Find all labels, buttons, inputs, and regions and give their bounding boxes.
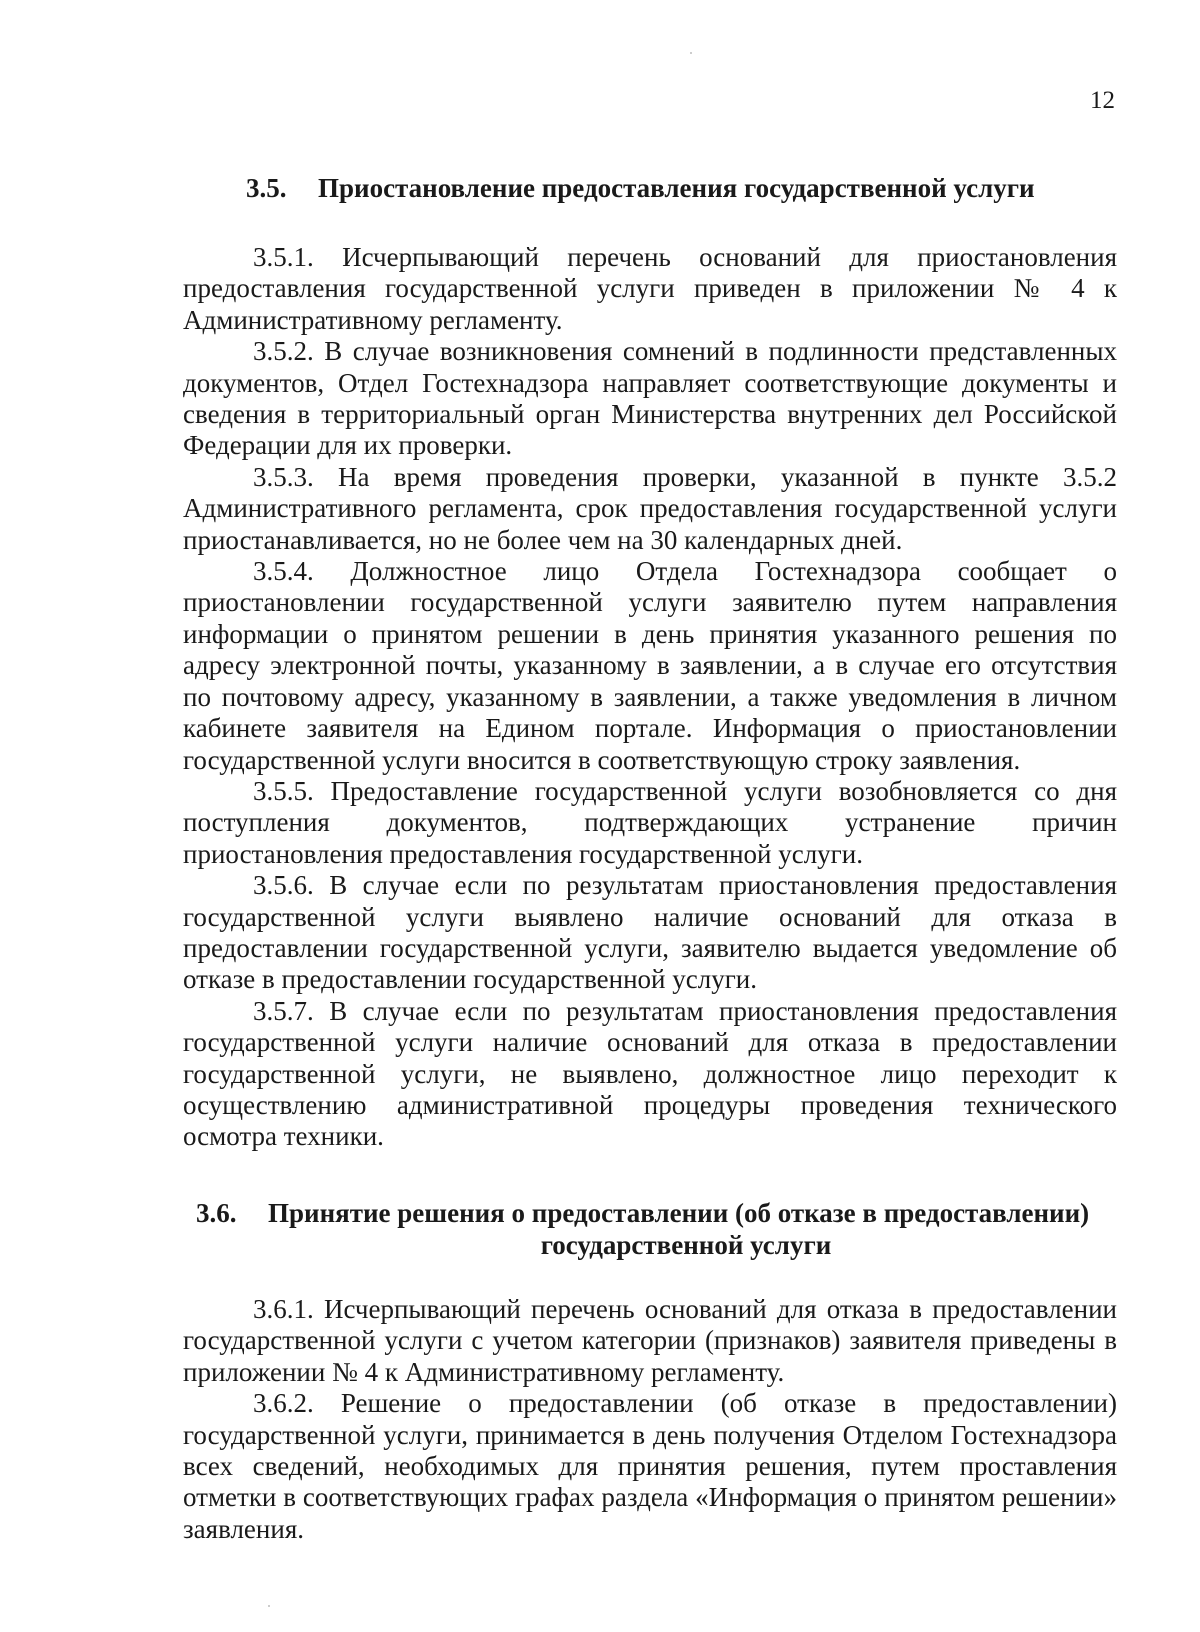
- section-3-6-title-line2: государственной услуги: [540, 1230, 832, 1260]
- paragraph-3-6-2: 3.6.2. Решение о предоставлении (об отказе в предоставлении) государственной услуги, принимается в день получения Отделом Гостехнадзора всех сведений, необходимых для принятия решения, путем проставления отметки в соответствующих графах раздела «Информация о принятом решении» заявления.: [183, 1388, 1117, 1544]
- paragraph-3-6-1: 3.6.1. Исчерпывающий перечень оснований для отказа в предоставлении государственной услуги с учетом категории (признаков) заявителя приведены в приложении № 4 к Административному регламенту.: [183, 1294, 1117, 1387]
- paragraph-3-5-3: 3.5.3. На время проведения проверки, указанной в пункте 3.5.2 Административного регламента, срок предоставления государственной услуги приостанавливается, но не более чем на 30 календарных дней.: [183, 461, 1117, 555]
- section-3-6-title-line1: Принятие решения о предоставлении (об отказе в предоставлении): [268, 1198, 1090, 1228]
- paragraph-3-5-7: 3.5.7. В случае если по результатам приостановления предоставления государственной услуги наличие оснований для отказа в предоставлении государственной услуги, не выявлено, должностное лицо переходит к осуществлению административной процедуры проведения технического осмотра техники.: [183, 995, 1117, 1152]
- section-3-5-heading: [246, 172, 1035, 204]
- page-number: 12: [1090, 87, 1115, 114]
- section-3-6-body: [183, 1294, 1117, 1545]
- section-3-5-title: Приостановление предоставления государственной услуги: [318, 173, 1035, 203]
- section-3-6-number: 3.6.: [196, 1198, 237, 1228]
- section-3-5-body: [183, 242, 1117, 1153]
- paragraph-3-5-1: 3.5.1. Исчерпывающий перечень оснований для приостановления предоставления государственной услуги приведен в приложении № 4 к Административному регламенту.: [183, 242, 1117, 335]
- paragraph-3-5-5: 3.5.5. Предоставление государственной услуги возобновляется со дня поступления документов, подтверждающих устранение причин приостановления предоставления государственной услуги.: [183, 775, 1117, 869]
- scan-speck: [268, 1605, 270, 1607]
- paragraph-3-5-4: 3.5.4. Должностное лицо Отдела Гостехнадзора сообщает о приостановлении государственной услуги заявителю путем направления информации о принятом решении в день принятия указанного решения по адресу электронной почты, указанному в заявлении, а в случае его отсутствия по почтовому адресу, указанному в заявлении, а также уведомления в личном кабинете заявителя на Едином портале. Информация о приостановлении государственной услуги вносится в соответствующую строку заявления.: [183, 556, 1117, 775]
- section-3-5-number: 3.5.: [246, 173, 287, 203]
- section-3-6-heading: [196, 1197, 1116, 1261]
- scan-speck: [690, 52, 692, 54]
- paragraph-3-5-6: 3.5.6. В случае если по результатам приостановления предоставления государственной услуги выявлено наличие оснований для отказа в предоставлении государственной услуги, заявителю выдается уведомление об отказе в предоставлении государственной услуги.: [183, 870, 1117, 995]
- section-3-6-heading-line1: [196, 1197, 1116, 1229]
- paragraph-3-5-2: 3.5.2. В случае возникновения сомнений в подлинности представленных документов, Отдел Гостехнадзора направляет соответствующие документы и сведения в территориальный орган Министерства внутренних дел Российской Федерации для их проверки.: [183, 336, 1117, 461]
